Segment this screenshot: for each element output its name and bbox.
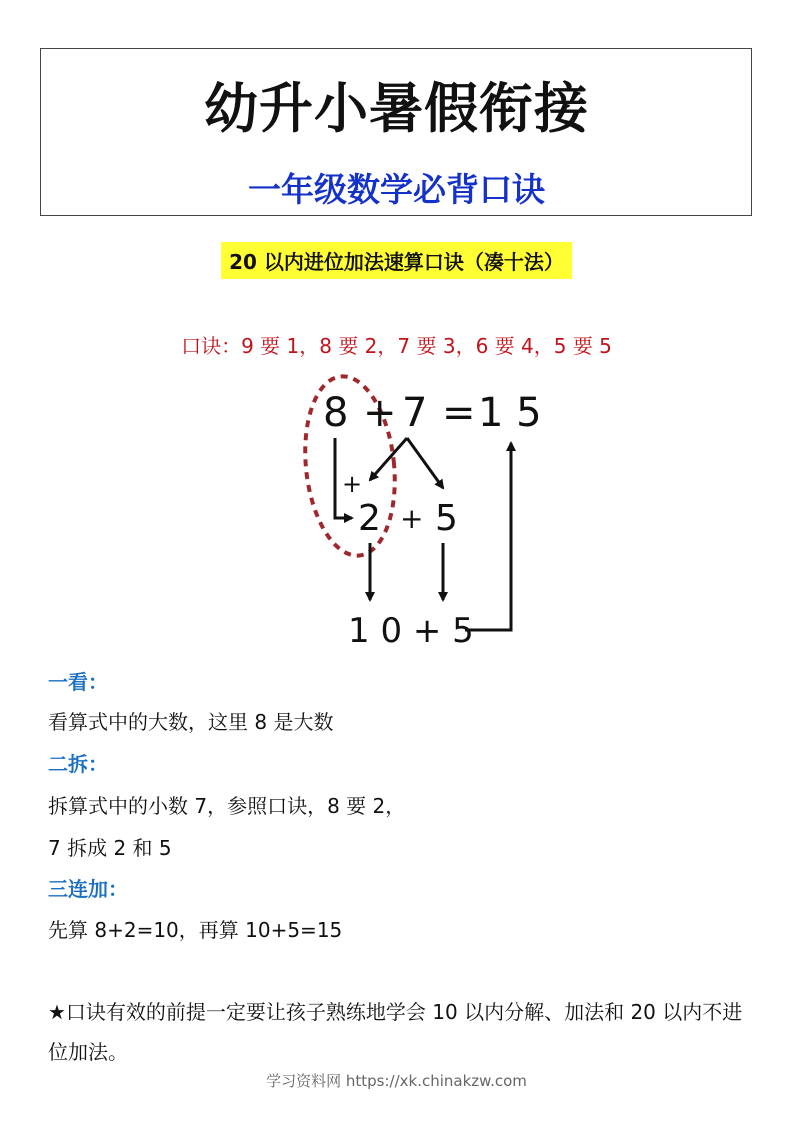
section-heading: 20 以内进位加法速算口诀（凑十法） xyxy=(221,242,572,279)
equation-plus: + xyxy=(363,390,397,436)
bottom-expression: 1 0 + 5 xyxy=(348,611,474,651)
equation-result: 1 5 xyxy=(478,390,542,436)
page-subtitle: 一年级数学必背口诀 xyxy=(248,170,545,209)
split-plus: + xyxy=(400,502,424,535)
arrow-seven-to-five xyxy=(407,438,443,488)
page-title: 幼升小暑假衔接 xyxy=(204,76,589,140)
step-label-look: 一看： xyxy=(48,670,108,694)
make-ten-diagram xyxy=(290,368,560,658)
split-right: 5 xyxy=(435,498,458,539)
split-left: 2 xyxy=(358,498,381,539)
arrow-sum-to-result xyxy=(465,443,511,630)
equation-addend-a: 8 xyxy=(323,390,349,436)
section-heading-wrap xyxy=(0,242,793,279)
step-text-split-2: 7 拆成 2 和 5 xyxy=(48,836,172,860)
prerequisite-note: ★口诀有效的前提一定要让孩子熟练地学会 10 以内分解、加法和 20 以内不进位加法。 xyxy=(48,1000,743,1064)
step-text-add: 先算 8+2=10，再算 10+5=15 xyxy=(48,918,343,942)
arrow-seven-to-two xyxy=(370,438,407,480)
step-label-add: 三连加： xyxy=(48,877,128,901)
step-label-split: 二拆： xyxy=(48,752,108,776)
step-text-look: 看算式中的大数，这里 8 是大数 xyxy=(48,710,334,734)
step-text-split-1: 拆算式中的小数 7，参照口诀，8 要 2， xyxy=(48,794,406,818)
rhyme-text: 口诀：9 要 1，8 要 2，7 要 3，6 要 4，5 要 5 xyxy=(181,334,612,358)
footer-watermark: 学习资料网 https://xk.chinakzw.com xyxy=(266,1072,527,1090)
split-plus-sign: + xyxy=(342,470,363,498)
equation-addend-b: 7 xyxy=(402,390,428,436)
equation-equals: = xyxy=(442,390,476,436)
